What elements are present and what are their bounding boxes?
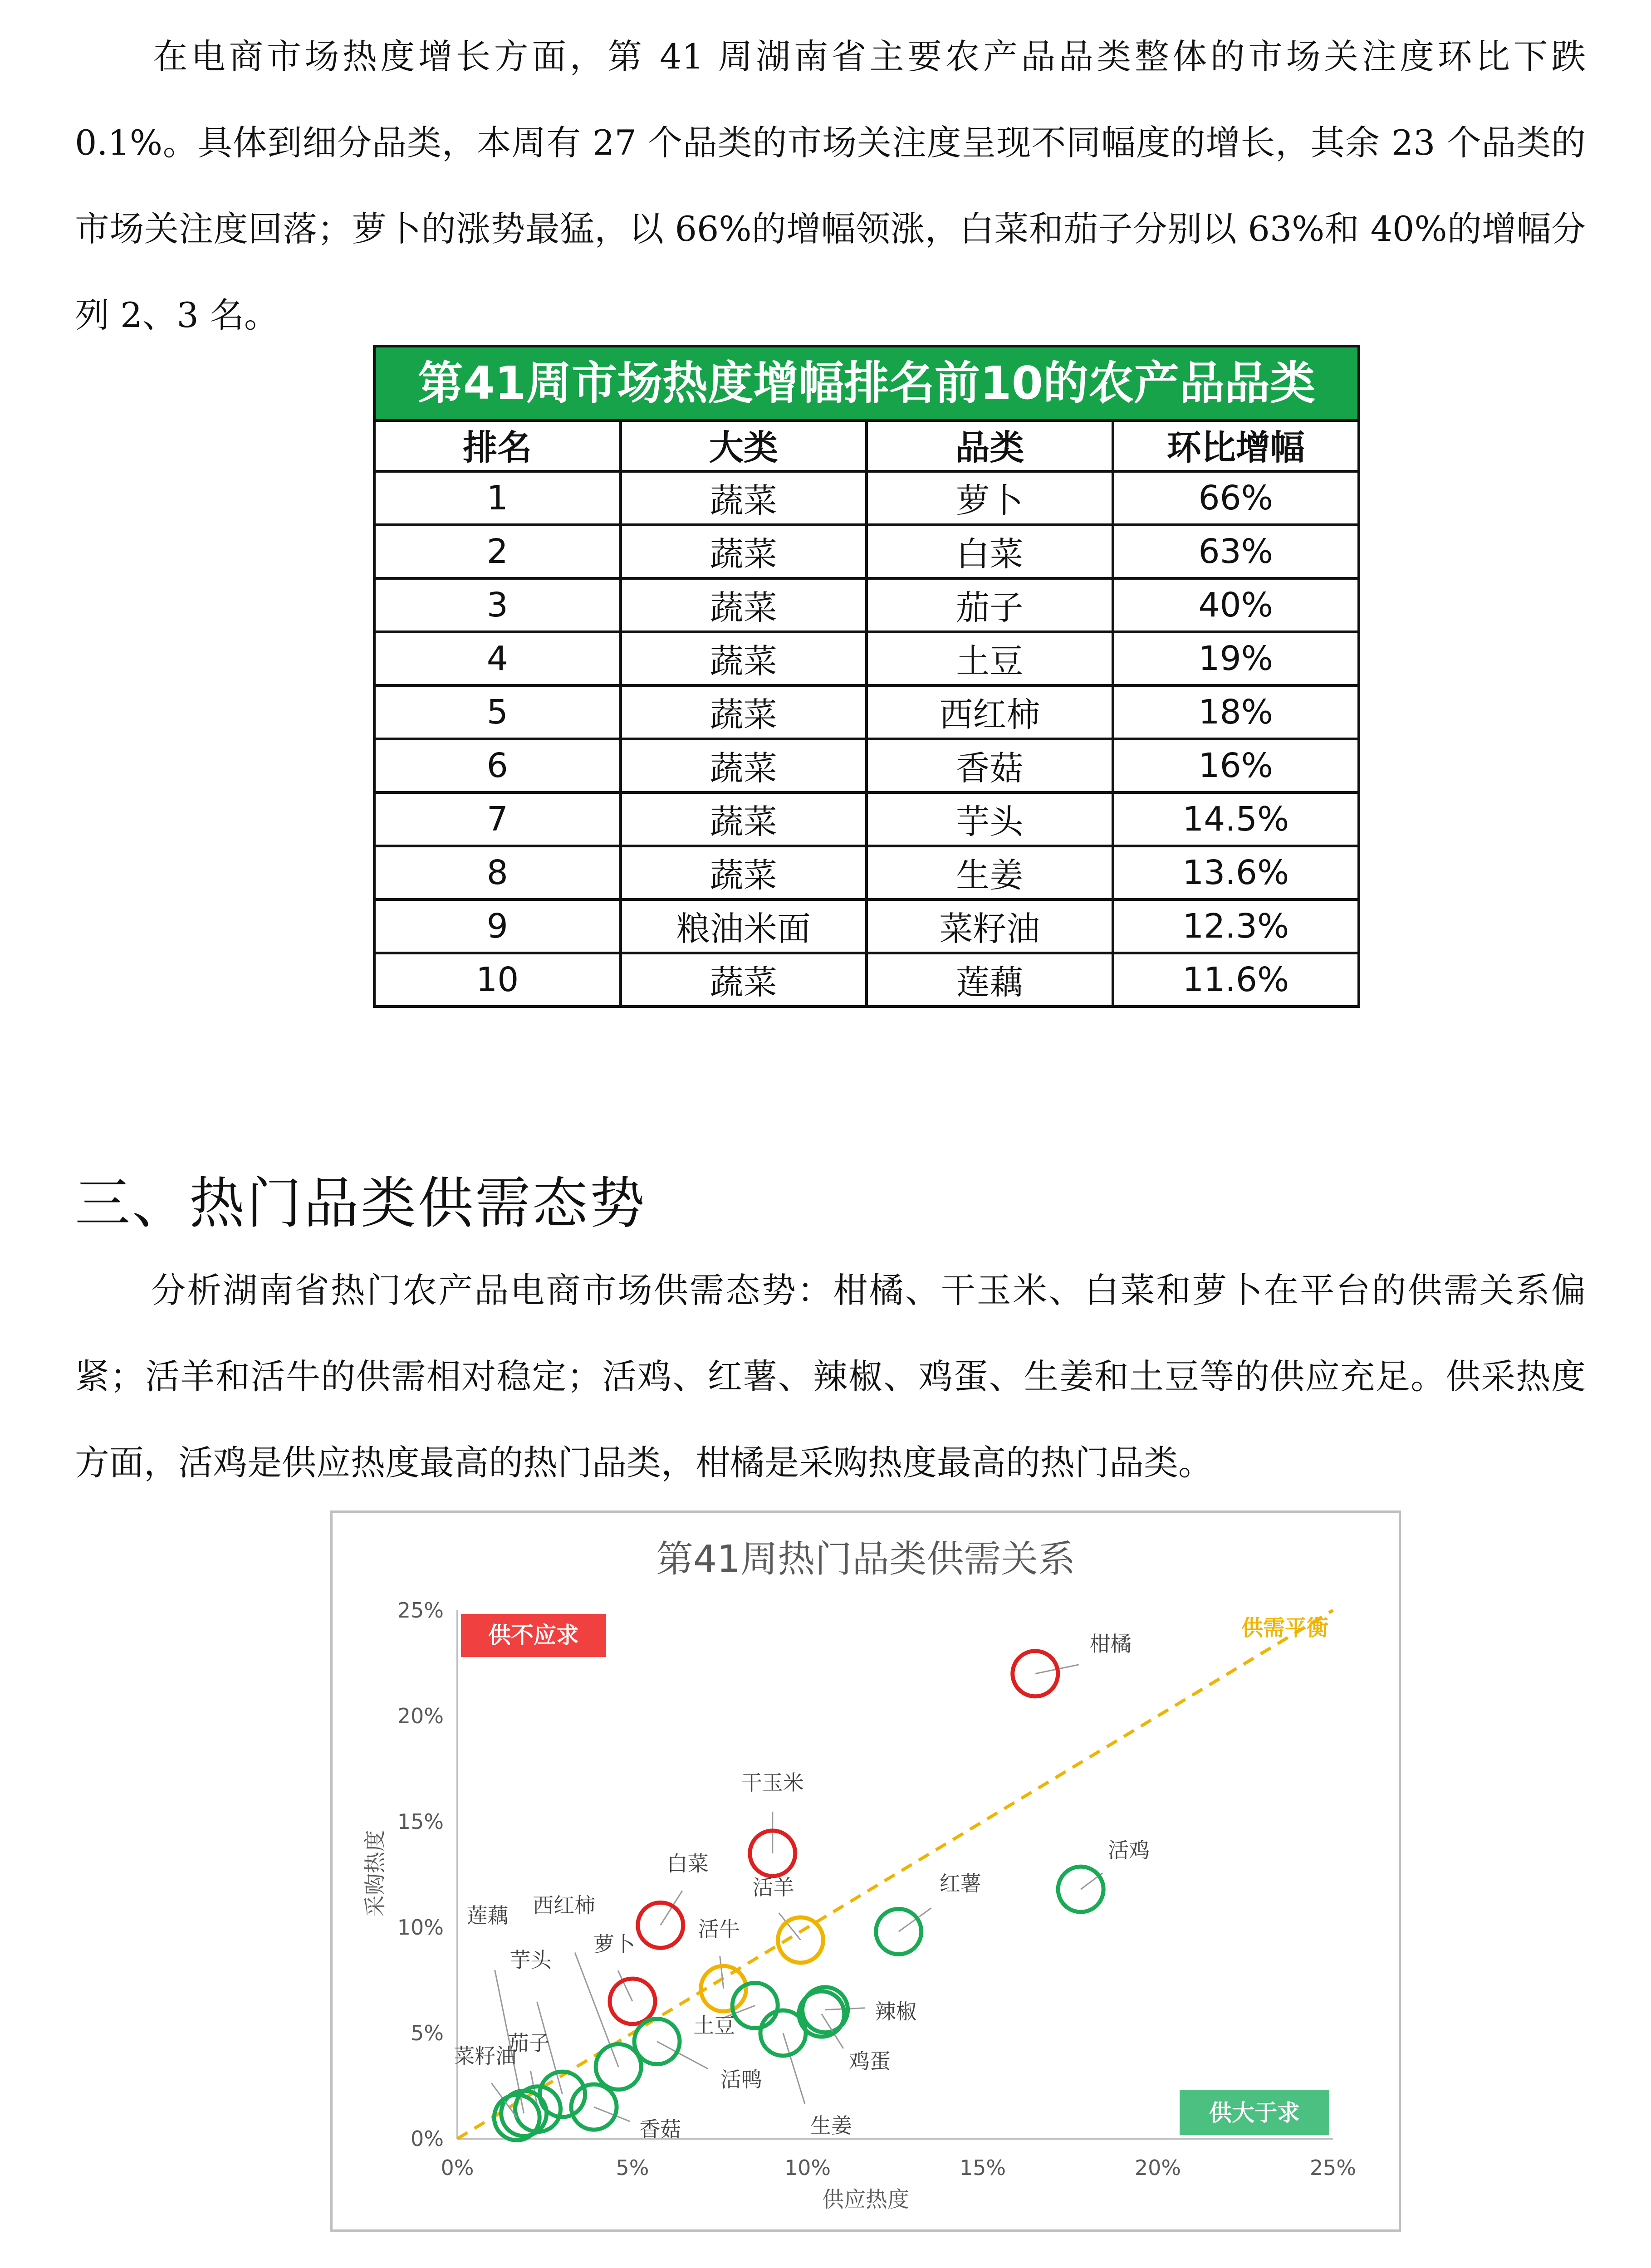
table-cell: 19% — [1114, 633, 1361, 684]
data-point-label: 活鸭 — [720, 2067, 763, 2092]
point-leader-line — [720, 1956, 724, 1989]
surplus-badge-label: 供大于求 — [1209, 2100, 1300, 2126]
table-row — [373, 633, 1360, 687]
table-cell: 蔬菜 — [622, 954, 868, 1005]
table-cell: 莲藕 — [868, 954, 1114, 1005]
table-row — [373, 954, 1360, 1008]
y-tick-label: 20% — [397, 1704, 444, 1728]
y-tick-label: 10% — [397, 1915, 444, 1940]
table-cell: 40% — [1114, 580, 1361, 631]
table-cell: 5 — [376, 687, 622, 738]
table-cell: 4 — [376, 633, 622, 684]
data-point-label: 鸡蛋 — [848, 2049, 891, 2074]
y-tick-label: 15% — [397, 1809, 444, 1834]
table-cell: 菜籽油 — [868, 901, 1114, 952]
data-point-label: 白菜 — [666, 1851, 709, 1876]
table-cell: 8 — [376, 847, 622, 898]
x-tick-label: 0% — [441, 2156, 474, 2180]
table-cell: 粮油米面 — [622, 901, 868, 952]
table-cell: 蔬菜 — [622, 687, 868, 738]
data-point-label: 莲藕 — [466, 1903, 509, 1928]
table-cell: 蔬菜 — [622, 740, 868, 791]
table-cell: 茄子 — [868, 580, 1114, 631]
table-cell: 18% — [1114, 687, 1361, 738]
point-leader-line — [661, 1891, 682, 1925]
balance-line-label: 供需平衡 — [1241, 1615, 1328, 1641]
data-point-label: 菜籽油 — [454, 2043, 517, 2068]
paragraph-supply-demand-text: 分析湖南省热门农产品电商市场供需态势：柑橘、干玉米、白菜和萝卜在平台的供需关系偏紧；活羊和活牛的供需相对稳定；活鸡、红薯、辣椒、鸡蛋、生姜和土豆等的供应充足。供采热度方面，活鸡是供应热度最高的热门品类，柑橘是采购热度最高的热门品类。 — [75, 1270, 1586, 1483]
data-point-label: 柑橘 — [1089, 1631, 1132, 1656]
data-point-label: 茄子 — [508, 2030, 550, 2055]
table-header-row — [373, 419, 1360, 473]
table-row — [373, 794, 1360, 847]
data-point-label: 红薯 — [939, 1871, 981, 1896]
table-header-cell: 环比增幅 — [1114, 419, 1361, 470]
table-cell: 14.5% — [1114, 794, 1361, 845]
table-cell: 7 — [376, 794, 622, 845]
section-heading-supply-demand: 三、热门品类供需态势 — [75, 1171, 647, 1236]
data-point-label: 萝卜 — [593, 1932, 635, 1957]
table-row — [373, 473, 1360, 526]
point-leader-line — [618, 1970, 632, 2001]
table-cell: 10 — [376, 954, 622, 1005]
table-cell: 13.6% — [1114, 847, 1361, 898]
data-point-label: 活牛 — [698, 1917, 740, 1942]
data-point-label: 西红柿 — [533, 1893, 596, 1918]
paragraph-market-heat-text: 在电商市场热度增长方面，第 41 周湖南省主要农产品品类整体的市场关注度环比下跌 0.1%。具体到细分品类，本周有 27 个品类的市场关注度呈现不同幅度的增长，其余 23 个品类的市场关注度回落；萝卜的涨势最猛，以 66%的增幅领涨，白菜和茄子分别以 63%和 40%的增幅分列 2、3 名。 — [75, 36, 1586, 335]
x-tick-label: 25% — [1309, 2156, 1357, 2180]
chart-title: 第41周热门品类供需关系 — [656, 1538, 1076, 1581]
data-point-label: 辣椒 — [875, 1999, 917, 2024]
paragraph-market-heat — [75, 14, 1586, 358]
table-cell: 土豆 — [868, 633, 1114, 684]
data-point-label: 干玉米 — [741, 1770, 804, 1795]
paragraph-supply-demand — [75, 1247, 1586, 1506]
data-point-label: 芋头 — [510, 1948, 552, 1973]
table-cell: 蔬菜 — [622, 473, 868, 523]
table-row — [373, 740, 1360, 794]
x-tick-label: 10% — [784, 2156, 831, 2180]
table-cell: 蔬菜 — [622, 794, 868, 845]
table-cell: 16% — [1114, 740, 1361, 791]
y-tick-label: 0% — [411, 2126, 444, 2151]
table-cell: 12.3% — [1114, 901, 1361, 952]
table-cell: 蔬菜 — [622, 580, 868, 631]
table-cell: 6 — [376, 740, 622, 791]
table-header-cell: 品类 — [868, 419, 1114, 470]
data-point — [1013, 1651, 1058, 1696]
table-cell: 11.6% — [1114, 954, 1361, 1005]
supply-demand-chart — [330, 1510, 1401, 2232]
table-cell: 萝卜 — [868, 473, 1114, 523]
table-row — [373, 580, 1360, 633]
table-cell: 3 — [376, 580, 622, 631]
table-cell: 生姜 — [868, 847, 1114, 898]
table-row — [373, 526, 1360, 580]
table-cell: 西红柿 — [868, 687, 1114, 738]
table-cell: 芋头 — [868, 794, 1114, 845]
x-axis-label: 供应热度 — [822, 2187, 910, 2212]
balance-line — [457, 1610, 1333, 2142]
table-cell: 1 — [376, 473, 622, 523]
data-point — [610, 1979, 655, 2024]
table-title: 第41周市场热度增幅排名前10的农产品品类 — [373, 345, 1360, 422]
table-header-cell: 大类 — [622, 419, 868, 470]
data-point-label: 土豆 — [693, 2013, 735, 2038]
data-point-label: 香菇 — [639, 2117, 681, 2142]
table-cell: 9 — [376, 901, 622, 952]
ranking-table — [373, 419, 1360, 1008]
data-point-label: 活羊 — [752, 1875, 794, 1900]
x-tick-label: 5% — [616, 2156, 649, 2180]
table-cell: 蔬菜 — [622, 633, 868, 684]
table-cell: 63% — [1114, 526, 1361, 577]
table-cell: 香菇 — [868, 740, 1114, 791]
data-point-label: 活鸡 — [1108, 1838, 1150, 1863]
table-cell: 66% — [1114, 473, 1361, 523]
table-row — [373, 687, 1360, 740]
table-cell: 白菜 — [868, 526, 1114, 577]
table-cell: 2 — [376, 526, 622, 577]
table-row — [373, 847, 1360, 901]
x-tick-label: 15% — [959, 2156, 1006, 2180]
table-header-cell: 排名 — [376, 419, 622, 470]
shortage-badge-label: 供不应求 — [488, 1622, 579, 1648]
table-cell: 蔬菜 — [622, 526, 868, 577]
y-tick-label: 25% — [397, 1598, 444, 1623]
table-row — [373, 901, 1360, 954]
y-tick-label: 5% — [411, 2021, 444, 2045]
table-cell: 蔬菜 — [622, 847, 868, 898]
x-tick-label: 20% — [1134, 2156, 1181, 2180]
y-axis-label: 采购热度 — [363, 1829, 388, 1917]
data-point-label: 生姜 — [810, 2113, 852, 2138]
data-point — [760, 2010, 806, 2056]
